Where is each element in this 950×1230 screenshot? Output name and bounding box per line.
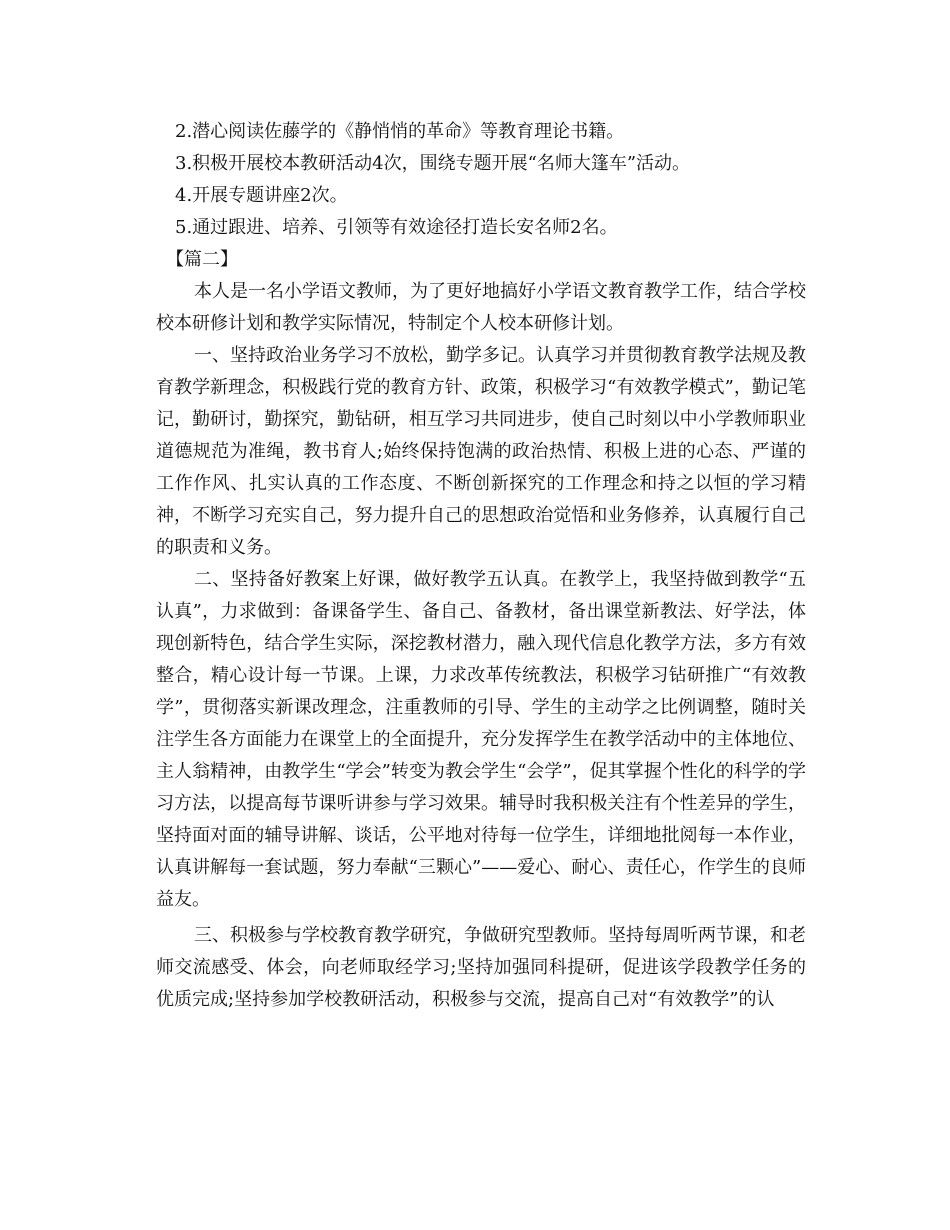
paragraph-intro: 本人是一名小学语文教师，为了更好地搞好小学语文教育教学工作，结合学校校本研修计划和教学实际情况，特制定个人校本研修计划。 xyxy=(156,281,806,334)
list-item: 3.积极开展校本教研活动4次，围绕专题开展“名师大篷车”活动。 xyxy=(175,153,691,174)
list-item: 5.通过跟进、培养、引领等有效途径打造长安名师2名。 xyxy=(175,217,618,238)
paragraph-section-1: 一、坚持政治业务学习不放松，勤学多记。认真学习并贯彻教育教学法规及教育教学新理念，积极践行党的教育方针、政策，积极学习“有效教学模式”，勤记笔记，勤研讨，勤探究，勤钻研，相互学习共同进步，使自己时刻以中小学教师职业道德规范为准绳，教书育人;始终保持饱满的政治热情、积极上进的心态、严谨的工作作风、扎实认真的工作态度、不断创新探究的工作理念和持之以恒的学习精神，不断学习充实自己，努力提升自己的思想政治觉悟和业务修养，认真履行自己的职责和义务。 xyxy=(156,345,806,558)
paragraph-section-3: 三、积极参与学校教育教学研究，争做研究型教师。坚持每周听两节课，和老师交流感受、体会，向老师取经学习;坚持加强同科提研，促进该学段教学任务的优质完成;坚持参加学校教研活动，积极参与交流，提高自己对“有效教学”的认 xyxy=(156,925,806,1010)
list-item: 4.开展专题讲座2次。 xyxy=(175,185,348,206)
paragraph-section-2: 二、坚持备好教案上好课，做好教学五认真。在教学上，我坚持做到教学“五认真”，力求做到：备课备学生、备自己、备教材，备出课堂新教法、好学法，体现创新特色，结合学生实际，深挖教材潜力，融入现代信息化教学方法，多方有效整合，精心设计每一节课。上课，力求改革传统教法，积极学习钻研推广“有效教学”，贯彻落实新课改理念，注重教师的引导、学生的主动学之比例调整，随时关注学生各方面能力在课堂上的全面提升，充分发挥学生在教学活动中的主体地位、主人翁精神，由教学生“学会”转变为教会学生“会学”，促其掌握个性化的科学的学习方法，以提高每节课听讲参与学习效果。辅导时我积极关注有个性差异的学生，坚持面对面的辅导讲解、谈话，公平地对待每一位学生，详细地批阅每一本作业，认真讲解每一套试题，努力奉献“三颗心”——爱心、耐心、责任心，作学生的良师益友。 xyxy=(156,569,806,910)
list-item: 2.潜心阅读佐藤学的《静悄悄的革命》等教育理论书籍。 xyxy=(175,121,625,142)
section-heading: 【篇二】 xyxy=(166,249,238,270)
document-body xyxy=(156,116,806,1016)
